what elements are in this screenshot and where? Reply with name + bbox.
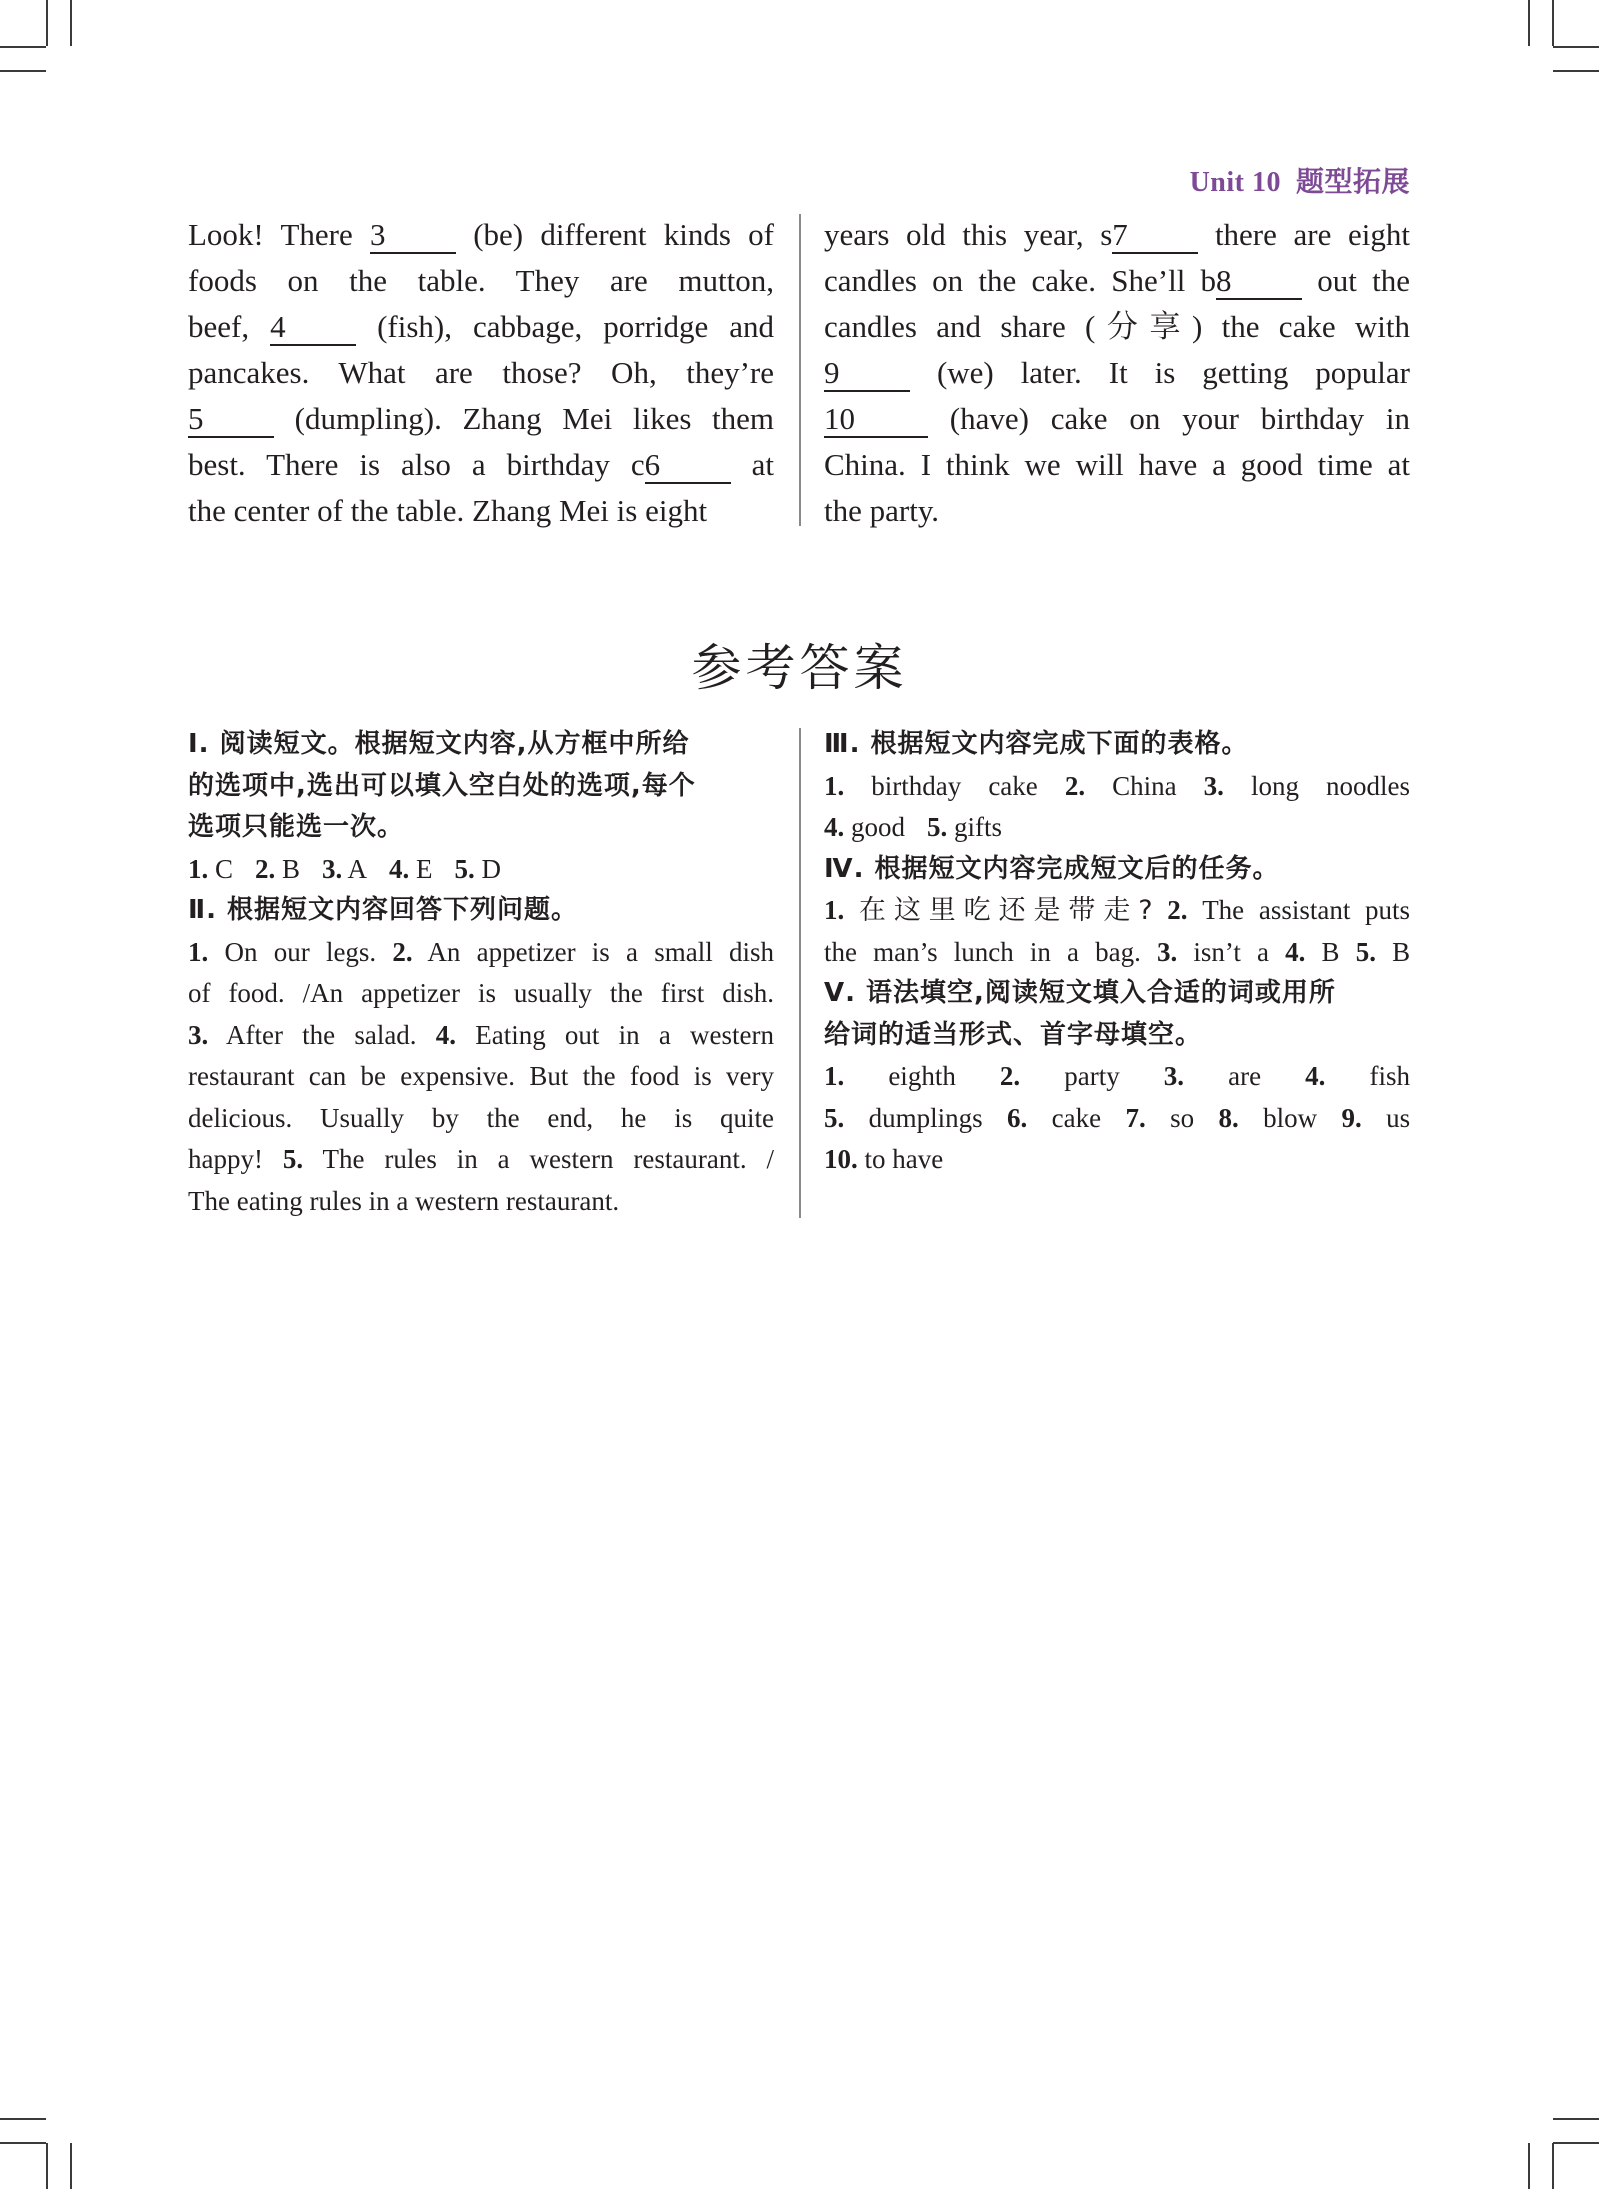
answer-blank-9: 9	[824, 358, 910, 392]
answer-number: 5.	[454, 853, 475, 884]
answer-item	[188, 854, 233, 884]
answer-number: 2.	[255, 853, 276, 884]
crop-mark	[1553, 2118, 1599, 2120]
section-1-heading-line: 选项只能选一次。	[188, 812, 405, 842]
answer-item	[1007, 1103, 1101, 1133]
passage-text: (be) different kinds of	[455, 217, 774, 252]
passage-line	[824, 396, 1410, 442]
answer-number: 3.	[1156, 936, 1178, 967]
answer-text: good	[851, 812, 905, 842]
passage-line	[824, 258, 1410, 304]
answer-text: blow	[1263, 1102, 1318, 1133]
passage-line	[188, 212, 774, 258]
answer-item	[1341, 1103, 1410, 1133]
answer-text: us	[1386, 1102, 1411, 1133]
passage-text: China. I think we will have a good time at	[824, 447, 1410, 482]
answer-item	[1125, 1103, 1194, 1133]
section-5-heading-line: 给词的适当形式、首字母填空。	[824, 1019, 1203, 1050]
passage-text: the party.	[824, 493, 940, 528]
answer-number: 2.	[999, 1061, 1021, 1091]
section-1-answers	[188, 849, 774, 891]
crop-mark	[1553, 2142, 1599, 2144]
answer-number: 1.	[824, 770, 845, 801]
section-3-answers-row	[824, 766, 1410, 808]
section-5-answers-row	[824, 1056, 1410, 1098]
answer-text: restaurant can be expensive. But the food is very	[188, 1061, 774, 1091]
answers-right-column	[824, 724, 1410, 1181]
section-1-heading-line: 的选项中,选出可以填入空白处的选项,每个	[188, 770, 696, 801]
answer-text: fish	[1369, 1061, 1410, 1091]
answer-number: 1.	[188, 936, 209, 967]
passage-line	[188, 442, 774, 488]
passage-text: Look! There	[188, 217, 370, 252]
answer-item	[255, 854, 300, 884]
crop-mark	[1553, 70, 1599, 72]
answer-text: dumplings	[868, 1102, 983, 1133]
section-1-heading-line: Ⅰ. 阅读短文。根据短文内容,从方框中所给	[188, 729, 690, 759]
answer-text: are	[1228, 1061, 1262, 1091]
answer-number: 9.	[1341, 1102, 1362, 1133]
passage-text: (dumpling). Zhang Mei likes them	[274, 401, 774, 436]
passage-text: candles and share (分享) the cake with	[824, 309, 1410, 344]
answer-item	[455, 854, 502, 884]
answer-number: 2.	[1064, 770, 1086, 801]
passage-line	[188, 396, 774, 442]
section-2-answer-line	[188, 1139, 774, 1181]
answer-text: Eating out in a western	[456, 1019, 774, 1050]
passage-line	[188, 350, 774, 396]
answer-text: 在这里吃还是带走?	[858, 895, 1153, 926]
answer-text: After the salad.	[208, 1019, 417, 1050]
answer-text: cake	[1051, 1102, 1102, 1133]
passage-text: there are eight	[1198, 217, 1410, 252]
answer-item	[389, 854, 433, 884]
answer-blank-6: 6	[645, 450, 731, 484]
answer-blank-7: 7	[1112, 220, 1198, 254]
answer-text: gifts	[954, 812, 1003, 842]
passage-text: at	[730, 447, 774, 482]
section-2-answer-line	[188, 1181, 774, 1223]
passage-text: years old this year, s	[824, 217, 1113, 252]
answer-number: 6.	[1007, 1102, 1028, 1133]
answer-number: 7.	[1125, 1102, 1146, 1133]
crop-mark	[0, 2142, 46, 2144]
answers-title: 参考答案	[691, 639, 908, 697]
answer-text: so	[1170, 1102, 1195, 1133]
answer-text: party	[1064, 1061, 1120, 1091]
answer-number: 8.	[1218, 1102, 1239, 1133]
answer-text: B	[1321, 936, 1340, 967]
header-section: 题型拓展	[1295, 165, 1410, 198]
answer-text: B	[282, 853, 301, 884]
answer-item	[824, 1144, 943, 1174]
crop-mark	[1553, 46, 1599, 48]
section-3-answers-row	[824, 807, 1410, 849]
section-2-answer-line	[188, 973, 774, 1015]
passage-line	[824, 442, 1410, 488]
answer-number: 4.	[389, 853, 410, 884]
answer-blank-10: 10	[824, 404, 928, 438]
answer-number: 2.	[392, 936, 413, 967]
answer-text: The assistant puts	[1202, 895, 1411, 925]
section-5-answers-row	[824, 1139, 1410, 1181]
passage-text: (fish), cabbage, porridge and	[356, 309, 775, 344]
passage-text: best. There is also a birthday c	[188, 447, 645, 482]
answer-number: 3.	[1203, 770, 1224, 801]
answer-item	[1218, 1103, 1317, 1133]
answer-text: birthday cake	[871, 770, 1038, 801]
passage-line	[824, 212, 1410, 258]
answer-text: eighth	[888, 1061, 956, 1091]
answer-number: 10.	[824, 1144, 858, 1174]
answer-number: 4.	[435, 1019, 457, 1050]
section-3-heading: Ⅲ. 根据短文内容完成下面的表格。	[824, 729, 1249, 759]
answer-text: the man’s lunch in a bag.	[824, 936, 1141, 967]
passage-text: foods on the table. They are mutton,	[188, 263, 774, 298]
answer-number: 3.	[322, 853, 343, 884]
section-2-answer-line	[188, 1098, 774, 1140]
answer-item	[322, 854, 367, 884]
crop-mark	[0, 70, 46, 72]
answer-text: isn’t a	[1193, 936, 1269, 967]
answer-text: China	[1112, 770, 1177, 801]
answer-number: 3.	[188, 1019, 209, 1050]
passage-line	[824, 350, 1410, 396]
answer-text: E	[416, 853, 433, 884]
answer-text: of food. /An appetizer is usually the first dish.	[188, 978, 774, 1008]
answer-item	[824, 1103, 983, 1133]
answers-left-column	[188, 724, 774, 1222]
answer-text: The eating rules in a western restaurant.	[188, 1185, 620, 1216]
passage-text: out the	[1302, 263, 1410, 298]
answer-number: 3.	[1163, 1061, 1185, 1091]
header-unit: Unit 10	[1189, 167, 1281, 198]
crop-mark	[1528, 2143, 1530, 2189]
section-2-answers	[188, 932, 774, 1223]
section-4-heading: Ⅳ. 根据短文内容完成短文后的任务。	[824, 853, 1280, 884]
passage-right-column	[824, 212, 1410, 534]
answer-number: 5.	[824, 1102, 845, 1133]
answer-text: D	[481, 853, 502, 884]
passage-line	[188, 258, 774, 304]
passage-line	[824, 304, 1410, 350]
answer-text: B	[1392, 936, 1411, 967]
section-2-answer-line	[188, 932, 774, 974]
answer-number: 4.	[1285, 936, 1306, 967]
answer-number: 2.	[1167, 895, 1188, 925]
section-4-answers-line	[824, 932, 1410, 974]
passage-line	[824, 488, 1410, 534]
passage-left-column	[188, 212, 774, 534]
section-2-answer-line	[188, 1015, 774, 1057]
crop-mark	[1552, 2143, 1554, 2189]
crop-mark	[70, 0, 72, 46]
passage-text: the center of the table. Zhang Mei is eight	[188, 493, 708, 528]
crop-mark	[70, 2143, 72, 2189]
passage-text: beef,	[188, 309, 271, 344]
crop-mark	[0, 46, 46, 48]
passage-text: (we) later. It is getting popular	[910, 355, 1410, 390]
section-5-answers-row	[824, 1098, 1410, 1140]
answer-item	[824, 771, 1038, 801]
answer-number: 4.	[824, 812, 845, 842]
answer-blank-3: 3	[370, 220, 456, 254]
crop-mark	[46, 2143, 48, 2189]
answer-item	[1000, 1061, 1120, 1091]
section-4-answers-line	[824, 890, 1410, 932]
answer-number: 5.	[1355, 936, 1376, 967]
column-divider	[799, 214, 801, 526]
answer-text: happy!	[188, 1144, 263, 1174]
passage-line	[188, 304, 774, 350]
answer-text: On our legs.	[208, 936, 377, 967]
section-2-answer-line	[188, 1056, 774, 1098]
answer-number: 4.	[1305, 1061, 1326, 1091]
passage-text: candles on the cake. She’ll b	[824, 263, 1217, 298]
answer-number: 5.	[927, 812, 948, 842]
answer-text: C	[215, 853, 234, 884]
answer-item	[1204, 771, 1410, 801]
crop-mark	[1528, 0, 1530, 46]
passage-text: pancakes. What are those? Oh, they’re	[188, 355, 774, 390]
crop-mark	[46, 0, 48, 46]
answer-item	[1065, 771, 1177, 801]
answer-number: 5.	[282, 1144, 304, 1174]
answer-text: to have	[864, 1144, 944, 1174]
answer-number: 1.	[188, 853, 209, 884]
answer-text: A	[347, 853, 368, 884]
answer-item	[824, 812, 905, 842]
answer-number: 1.	[824, 1061, 845, 1091]
answer-item	[927, 812, 1002, 842]
answer-item	[824, 1061, 956, 1091]
passage-line	[188, 488, 774, 534]
crop-mark	[0, 2118, 46, 2120]
answer-text: delicious. Usually by the end, he is quite	[188, 1102, 774, 1133]
answer-blank-5: 5	[188, 404, 274, 438]
answer-text: long noodles	[1250, 770, 1411, 801]
section-2-heading: Ⅱ. 根据短文内容回答下列问题。	[188, 895, 579, 925]
answer-item	[1305, 1061, 1410, 1091]
answer-blank-4: 4	[270, 312, 356, 346]
answer-number: 1.	[824, 895, 845, 925]
section-5-heading-line: Ⅴ. 语法填空,阅读短文填入合适的词或用所	[824, 978, 1336, 1008]
answer-text: The rules in a western restaurant. /	[303, 1144, 775, 1174]
answer-blank-8: 8	[1216, 266, 1302, 300]
running-header	[1190, 160, 1410, 200]
crop-mark	[1552, 0, 1554, 46]
column-divider	[799, 728, 801, 1218]
answer-text: An appetizer is a small dish	[412, 936, 775, 967]
passage-text: (have) cake on your birthday in	[928, 401, 1410, 436]
answer-item	[1164, 1061, 1261, 1091]
